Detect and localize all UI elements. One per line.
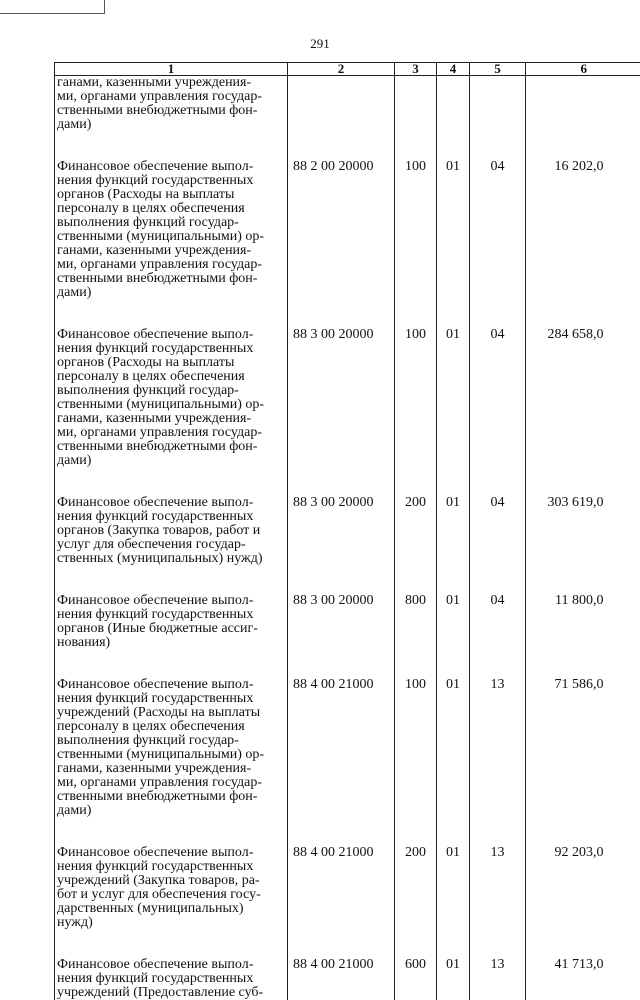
row-amount: 284 658,0 <box>526 328 640 468</box>
description-line: Финансовое обеспечение выпол- <box>57 160 285 174</box>
spacer-cell <box>526 930 640 958</box>
row-description <box>55 496 288 566</box>
spacer-cell <box>526 650 640 678</box>
row-spacer <box>55 818 640 846</box>
row-amount: 16 202,0 <box>526 160 640 300</box>
spacer-cell <box>470 566 526 594</box>
row-target-code: 88 4 00 21000 <box>288 958 395 1000</box>
row-target-code: 88 2 00 20000 <box>288 160 395 300</box>
row-description <box>55 594 288 650</box>
spacer-cell <box>526 818 640 846</box>
row-expense-type: 100 <box>395 328 437 468</box>
description-line: нения функций государственных <box>57 692 285 706</box>
row-spacer <box>55 132 640 160</box>
description-line: дами) <box>57 454 285 468</box>
table-row <box>55 958 640 1000</box>
spacer-cell <box>55 566 288 594</box>
row-section: 01 <box>437 496 470 566</box>
spacer-cell <box>395 300 437 328</box>
row-spacer <box>55 566 640 594</box>
table-row <box>55 594 640 650</box>
header-row <box>55 63 640 76</box>
table-row <box>55 160 640 300</box>
header-col-2: 2 <box>288 63 395 76</box>
row-expense-type <box>395 76 437 133</box>
row-target-code: 88 4 00 21000 <box>288 846 395 930</box>
row-spacer <box>55 650 640 678</box>
spacer-cell <box>288 132 395 160</box>
description-line: Финансовое обеспечение выпол- <box>57 958 285 972</box>
header-col-4: 4 <box>437 63 470 76</box>
spacer-cell <box>55 930 288 958</box>
description-line: Финансовое обеспечение выпол- <box>57 594 285 608</box>
spacer-cell <box>55 132 288 160</box>
row-target-code: 88 3 00 20000 <box>288 496 395 566</box>
spacer-cell <box>470 468 526 496</box>
spacer-cell <box>288 468 395 496</box>
description-line: нения функций государственных <box>57 972 285 986</box>
row-subsection: 13 <box>470 958 526 1000</box>
description-line: нения функций государственных <box>57 174 285 188</box>
spacer-cell <box>437 818 470 846</box>
description-line: ственными внебюджетными фон- <box>57 272 285 286</box>
description-line: бот и услуг для обеспечения госу- <box>57 888 285 902</box>
row-amount: 41 713,0 <box>526 958 640 1000</box>
row-section: 01 <box>437 678 470 818</box>
description-line: ственными внебюджетными фон- <box>57 790 285 804</box>
spacer-cell <box>437 566 470 594</box>
description-line: ми, органами управления государ- <box>57 90 285 104</box>
row-amount: 92 203,0 <box>526 846 640 930</box>
description-line: дами) <box>57 804 285 818</box>
row-expense-type: 100 <box>395 678 437 818</box>
header-col-5: 5 <box>470 63 526 76</box>
row-subsection: 13 <box>470 678 526 818</box>
description-line: органов (Расходы на выплаты <box>57 356 285 370</box>
spacer-cell <box>526 468 640 496</box>
description-line: органов (Расходы на выплаты <box>57 188 285 202</box>
row-amount: 71 586,0 <box>526 678 640 818</box>
row-description <box>55 678 288 818</box>
header-col-6: 6 <box>526 63 640 76</box>
scan-corner-mark <box>0 0 105 14</box>
row-subsection <box>470 76 526 133</box>
header-col-3: 3 <box>395 63 437 76</box>
row-amount: 303 619,0 <box>526 496 640 566</box>
spacer-cell <box>437 930 470 958</box>
spacer-cell <box>395 468 437 496</box>
row-spacer <box>55 300 640 328</box>
description-line: дами) <box>57 118 285 132</box>
spacer-cell <box>288 300 395 328</box>
table-header <box>55 63 640 76</box>
description-line: органов (Закупка товаров, работ и <box>57 524 285 538</box>
spacer-cell <box>288 650 395 678</box>
spacer-cell <box>288 566 395 594</box>
description-line: ми, органами управления государ- <box>57 258 285 272</box>
spacer-cell <box>288 818 395 846</box>
description-line: услуг для обеспечения государ- <box>57 538 285 552</box>
row-section: 01 <box>437 328 470 468</box>
description-line: персоналу в целях обеспечения <box>57 720 285 734</box>
description-line: нования) <box>57 636 285 650</box>
description-line: ганами, казенными учреждения- <box>57 76 285 90</box>
row-expense-type: 600 <box>395 958 437 1000</box>
row-subsection: 04 <box>470 496 526 566</box>
spacer-cell <box>437 132 470 160</box>
description-line: учреждений (Закупка товаров, ра- <box>57 874 285 888</box>
spacer-cell <box>395 650 437 678</box>
description-line: дарственных (муниципальных) <box>57 902 285 916</box>
row-subsection: 13 <box>470 846 526 930</box>
row-subsection: 04 <box>470 328 526 468</box>
row-target-code <box>288 76 395 133</box>
spacer-cell <box>437 468 470 496</box>
spacer-cell <box>395 566 437 594</box>
description-line: персоналу в целях обеспечения <box>57 370 285 384</box>
row-expense-type: 800 <box>395 594 437 650</box>
description-line: ми, органами управления государ- <box>57 776 285 790</box>
table-row <box>55 846 640 930</box>
description-line: выполнения функций государ- <box>57 384 285 398</box>
spacer-cell <box>55 468 288 496</box>
header-col-1: 1 <box>55 63 288 76</box>
spacer-cell <box>55 650 288 678</box>
row-expense-type: 200 <box>395 496 437 566</box>
spacer-cell <box>55 300 288 328</box>
description-line: нужд) <box>57 916 285 930</box>
spacer-cell <box>437 300 470 328</box>
description-line: нения функций государственных <box>57 510 285 524</box>
row-spacer <box>55 468 640 496</box>
spacer-cell <box>470 818 526 846</box>
row-description <box>55 846 288 930</box>
spacer-cell <box>395 930 437 958</box>
row-section: 01 <box>437 846 470 930</box>
row-section <box>437 76 470 133</box>
description-line: учреждений (Предоставление суб- <box>57 986 285 1000</box>
spacer-cell <box>437 650 470 678</box>
row-expense-type: 100 <box>395 160 437 300</box>
row-description <box>55 328 288 468</box>
description-line: ственными (муниципальными) ор- <box>57 398 285 412</box>
page-number: 291 <box>0 36 640 52</box>
table-row <box>55 328 640 468</box>
description-line: выполнения функций государ- <box>57 216 285 230</box>
description-line: выполнения функций государ- <box>57 734 285 748</box>
row-target-code: 88 4 00 21000 <box>288 678 395 818</box>
spacer-cell <box>470 650 526 678</box>
row-description <box>55 958 288 1000</box>
description-line: ми, органами управления государ- <box>57 426 285 440</box>
description-line: Финансовое обеспечение выпол- <box>57 496 285 510</box>
spacer-cell <box>55 818 288 846</box>
description-line: органов (Иные бюджетные ассиг- <box>57 622 285 636</box>
row-amount: 11 800,0 <box>526 594 640 650</box>
row-expense-type: 200 <box>395 846 437 930</box>
description-line: ственными (муниципальными) ор- <box>57 748 285 762</box>
description-line: нения функций государственных <box>57 860 285 874</box>
description-line: Финансовое обеспечение выпол- <box>57 846 285 860</box>
description-line: нения функций государственных <box>57 342 285 356</box>
description-line: учреждений (Расходы на выплаты <box>57 706 285 720</box>
row-description <box>55 76 288 133</box>
description-line: ганами, казенными учреждения- <box>57 762 285 776</box>
spacer-cell <box>526 566 640 594</box>
row-section: 01 <box>437 160 470 300</box>
row-target-code: 88 3 00 20000 <box>288 328 395 468</box>
row-amount <box>526 76 640 133</box>
row-section: 01 <box>437 958 470 1000</box>
table-body <box>55 76 640 1000</box>
row-section: 01 <box>437 594 470 650</box>
spacer-cell <box>470 300 526 328</box>
description-line: персоналу в целях обеспечения <box>57 202 285 216</box>
description-line: ганами, казенными учреждения- <box>57 244 285 258</box>
spacer-cell <box>526 300 640 328</box>
spacer-cell <box>288 930 395 958</box>
spacer-cell <box>470 930 526 958</box>
description-line: ственными внебюджетными фон- <box>57 104 285 118</box>
spacer-cell <box>395 818 437 846</box>
spacer-cell <box>470 132 526 160</box>
spacer-cell <box>395 132 437 160</box>
row-subsection: 04 <box>470 160 526 300</box>
row-description <box>55 160 288 300</box>
description-line: ственных (муниципальных) нужд) <box>57 552 285 566</box>
budget-table <box>54 62 640 1000</box>
row-target-code: 88 3 00 20000 <box>288 594 395 650</box>
description-line: ственными внебюджетными фон- <box>57 440 285 454</box>
description-line: дами) <box>57 286 285 300</box>
table-row <box>55 678 640 818</box>
table-row <box>55 76 640 133</box>
row-subsection: 04 <box>470 594 526 650</box>
table-row <box>55 496 640 566</box>
description-line: нения функций государственных <box>57 608 285 622</box>
row-spacer <box>55 930 640 958</box>
description-line: ственными (муниципальными) ор- <box>57 230 285 244</box>
description-line: Финансовое обеспечение выпол- <box>57 678 285 692</box>
description-line: Финансовое обеспечение выпол- <box>57 328 285 342</box>
spacer-cell <box>526 132 640 160</box>
description-line: ганами, казенными учреждения- <box>57 412 285 426</box>
